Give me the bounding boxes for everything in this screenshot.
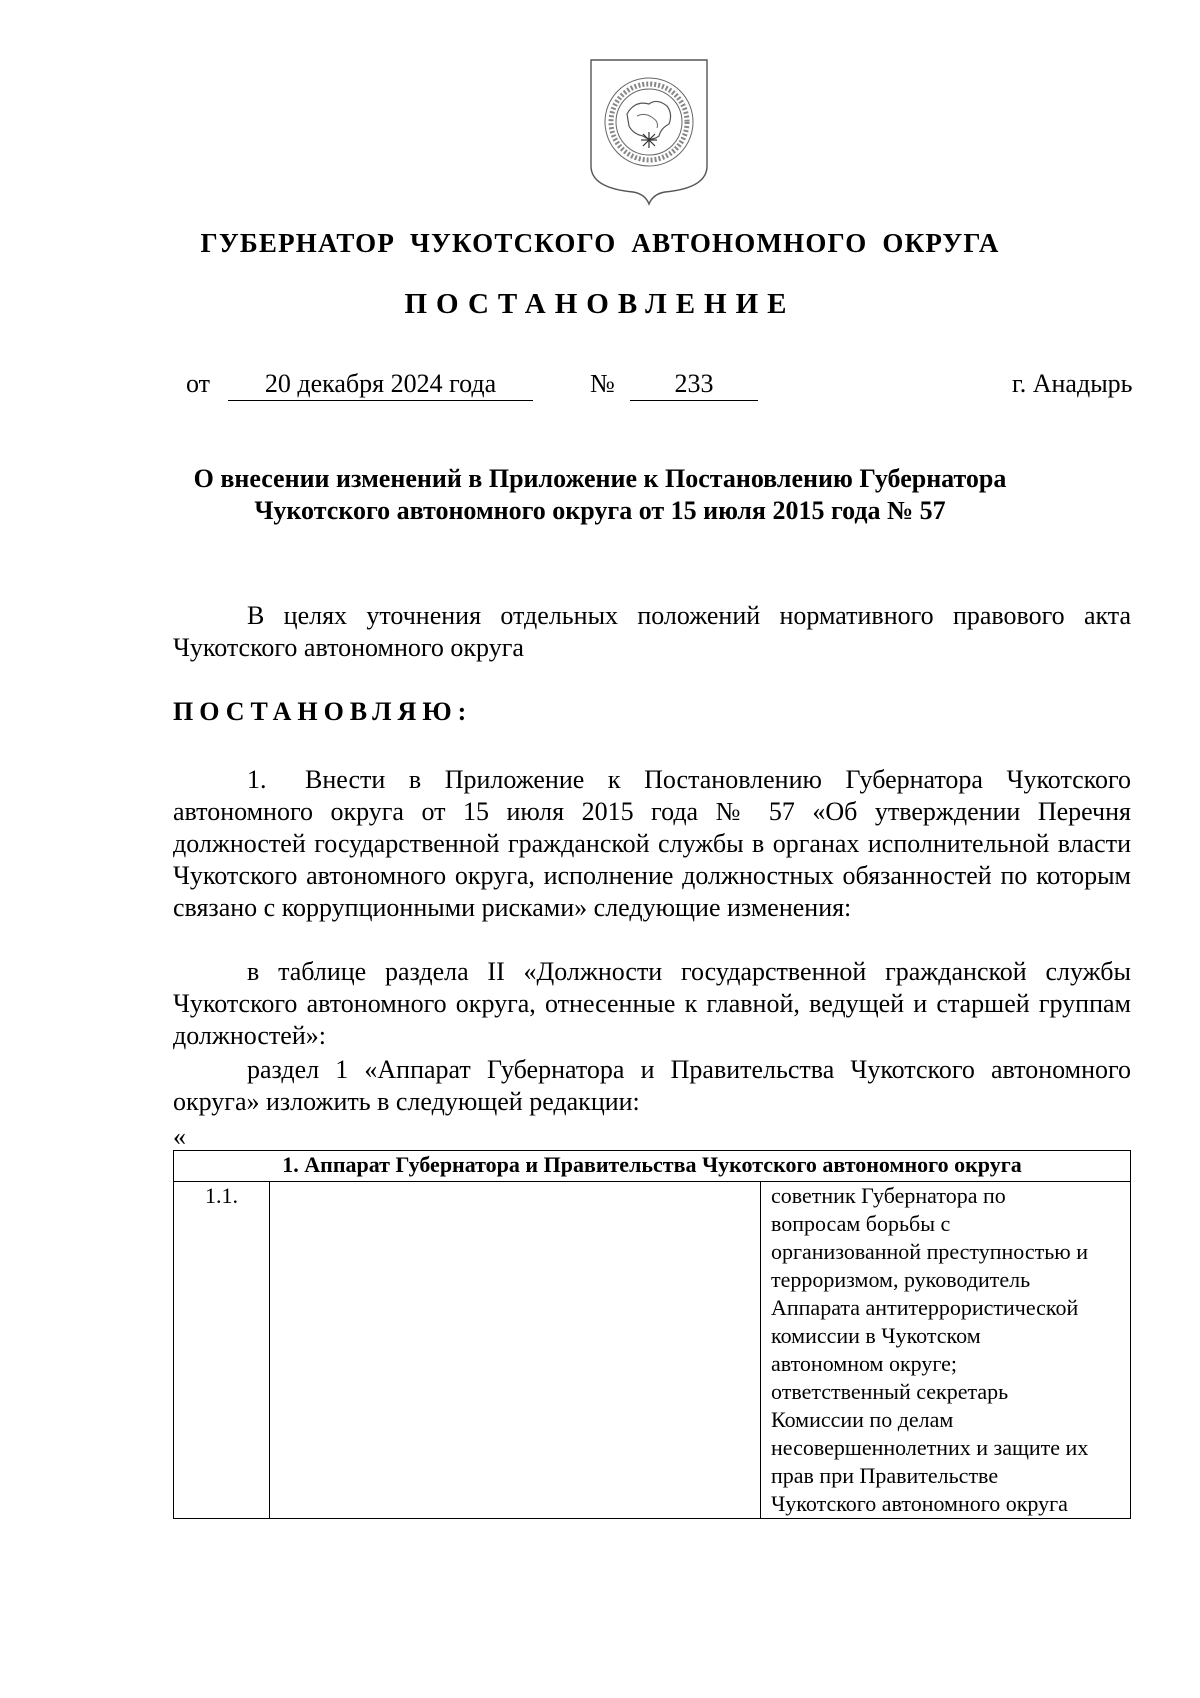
document-type-title: ПОСТАНОВЛЕНИЕ [404, 288, 796, 320]
position-line: автономном округе; [771, 1351, 957, 1376]
position-line: советник Губернатора по [771, 1183, 1006, 1208]
position-line: Аппарата антитеррористической [771, 1295, 1079, 1320]
table-header-row [174, 1151, 1131, 1182]
position-line: Чукотского автономного округа [771, 1491, 1068, 1516]
table-header-cell: 1. Аппарат Губернатора и Правительства Чукотского автономного округа [174, 1151, 1131, 1182]
position-line: ответственный секретарь [771, 1379, 1009, 1404]
row-positions-cell [761, 1182, 1131, 1519]
row-number-cell: 1.1. [174, 1182, 270, 1519]
date-from-label: от [186, 369, 211, 398]
item-1-paragraph [173, 764, 1131, 924]
number-label: № [590, 369, 615, 398]
position-line: терроризмом, руководитель [771, 1267, 1031, 1292]
subject-line-2: Чукотского автономного округа от 15 июля 2015 года № 57 [254, 496, 946, 525]
section-1-paragraph: раздел 1 «Аппарат Губернатора и Правительства Чукотского автономного округа» изложить в следующей редакции: [173, 1055, 1131, 1116]
position-line: прав при Правительстве [771, 1463, 999, 1488]
resolve-heading: ПОСТАНОВЛЯЮ: [173, 697, 473, 726]
position-line: Комиссии по делам [771, 1407, 954, 1432]
document-city: г. Анадырь [1012, 369, 1133, 398]
item-1-number: 1. [247, 765, 267, 794]
document-subject [0, 463, 1200, 527]
positions-table [173, 1150, 1131, 1519]
authority-title: ГУБЕРНАТОР ЧУКОТСКОГО АВТОНОМНОГО ОКРУГА [200, 228, 1000, 258]
position-line: вопросам борьбы с [771, 1211, 951, 1236]
item-1-text: Внести в Приложение к Постановлению Губернатора Чукотского автономного округа от 15 июля 2015 года № 57 «Об утверждении Перечня должностей государственной гражданской службы в органах исполнительной власти Чукотского автономного округа, исполнение должностных обязанностей по которым связано с коррупционными рисками» следующие изменения: [173, 765, 1131, 922]
table-row [174, 1182, 1131, 1519]
position-line: организованной преступностью и [771, 1239, 1088, 1264]
table-section-paragraph: в таблице раздела II «Должности государственной гражданской службы Чукотского автономного округа, отнесенные к главной, ведущей и старшей группам должностей»: [173, 957, 1131, 1050]
preamble-paragraph: В целях уточнения отдельных положений нормативного правового акта Чукотского автономного округа [173, 601, 1131, 662]
document-date: 20 декабря 2024 года [228, 368, 533, 401]
position-line: комиссии в Чукотском [771, 1323, 981, 1348]
chukotka-coat-of-arms-icon [587, 56, 711, 206]
row-unit-cell [270, 1182, 761, 1519]
position-line: несовершеннолетних и защите их [771, 1435, 1089, 1460]
subject-line-1: О внесении изменений в Приложение к Постановлению Губернатора [193, 464, 1007, 493]
document-number: 233 [630, 368, 758, 401]
opening-quote: « [173, 1122, 186, 1151]
